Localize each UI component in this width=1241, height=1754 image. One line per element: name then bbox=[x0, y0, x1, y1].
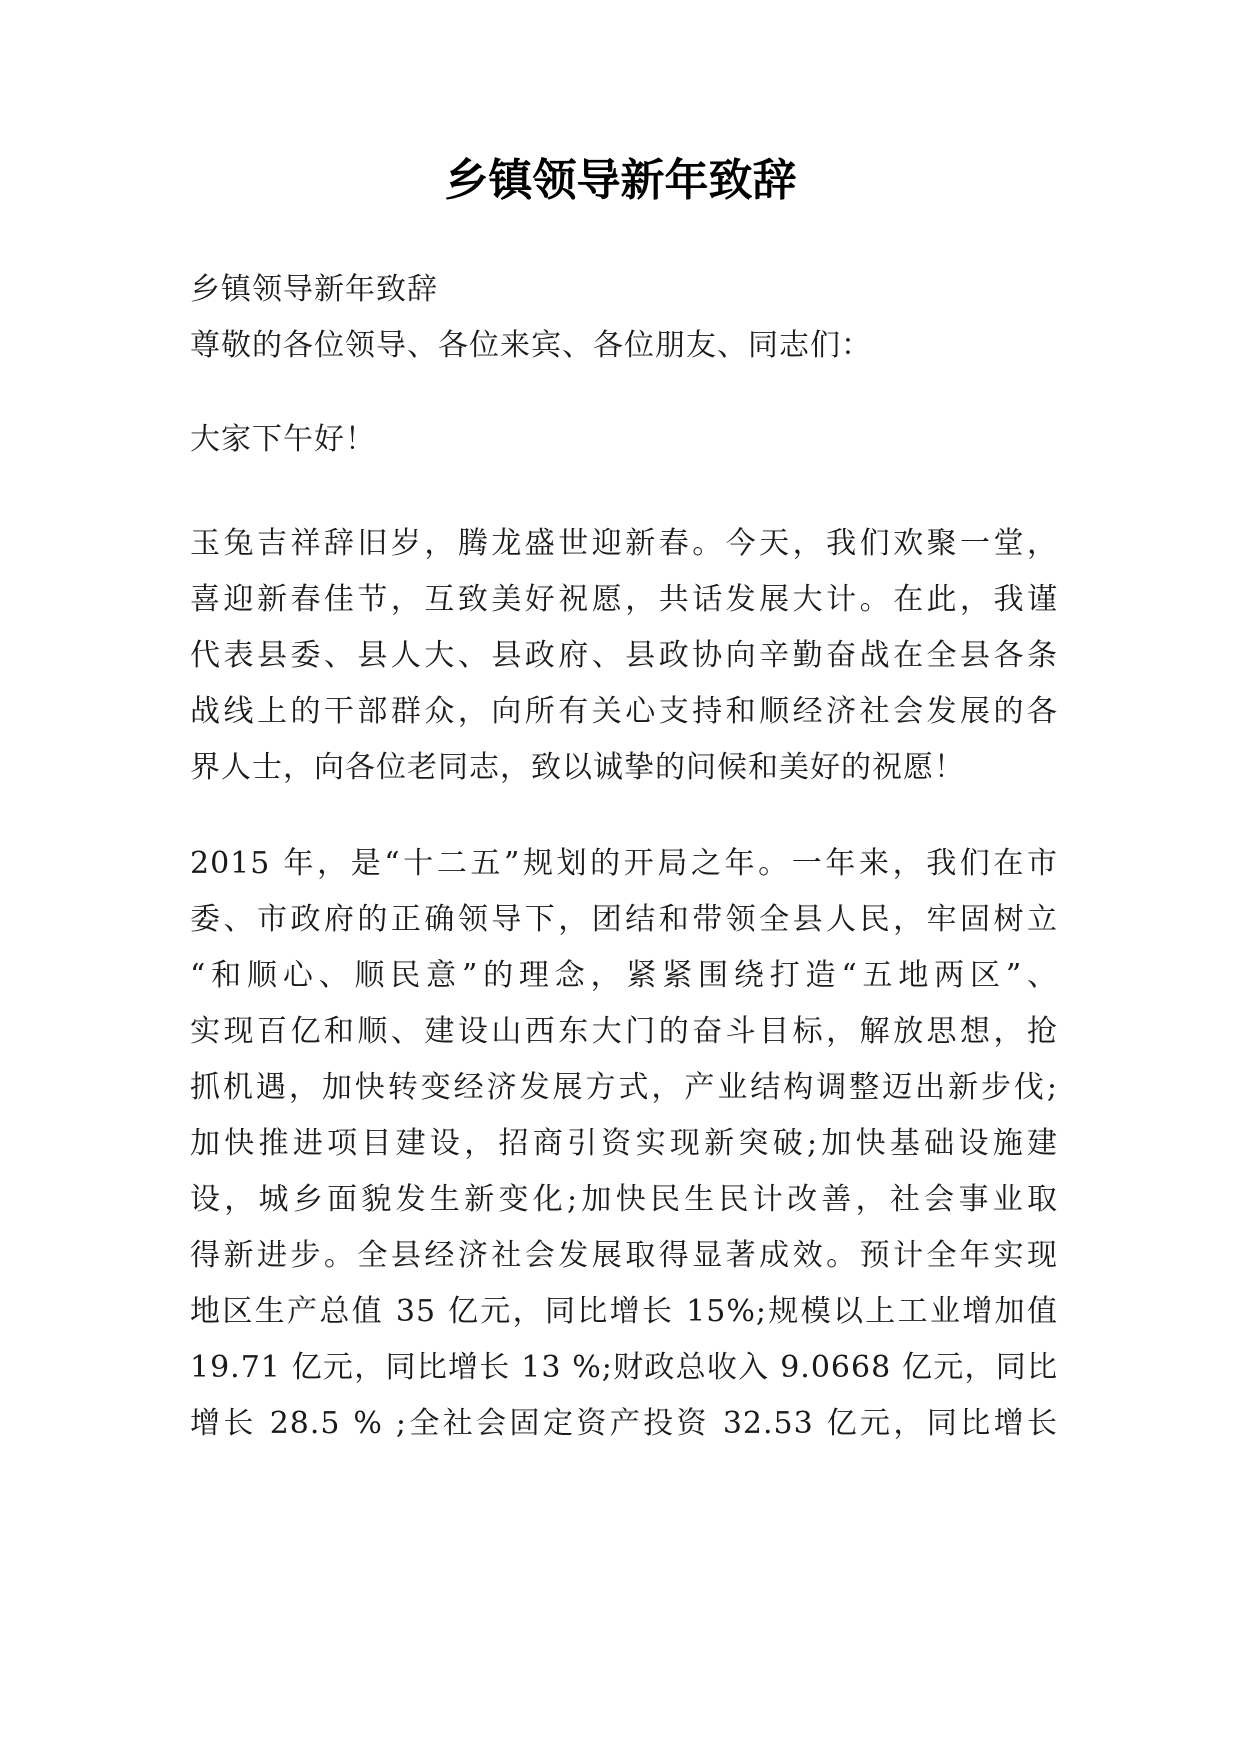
subtitle-line: 乡镇领导新年致辞 bbox=[190, 272, 438, 307]
greeting-line: 大家下午好！ bbox=[190, 422, 376, 457]
paragraph-line: 地区生产总值 35 亿元，同比增长 15%;规模以上工业增加值 bbox=[190, 1294, 1058, 1329]
salutation-line: 尊敬的各位领导、各位来宾、各位朋友、同志们： bbox=[190, 328, 872, 363]
paragraph-line: 抓机遇，加快转变经济发展方式，产业结构调整迈出新步伐; bbox=[190, 1070, 1058, 1105]
paragraph-line: 19.71 亿元，同比增长 13 %;财政总收入 9.0668 亿元，同比 bbox=[190, 1350, 1058, 1385]
paragraph-line: 2015 年，是“十二五”规划的开局之年。一年来，我们在市 bbox=[190, 846, 1058, 881]
paragraph-line: 加快推进项目建设，招商引资实现新突破;加快基础设施建 bbox=[190, 1126, 1058, 1161]
document-title: 乡镇领导新年致辞 bbox=[444, 155, 797, 206]
paragraph-line: 委、市政府的正确领导下，团结和带领全县人民，牢固树立 bbox=[190, 902, 1058, 937]
paragraph-line: 增长 28.5 % ;全社会固定资产投资 32.53 亿元，同比增长 bbox=[190, 1406, 1058, 1441]
paragraph-line: 玉兔吉祥辞旧岁，腾龙盛世迎新春。今天，我们欢聚一堂， bbox=[190, 526, 1058, 561]
paragraph-line: 实现百亿和顺、建设山西东大门的奋斗目标，解放思想，抢 bbox=[190, 1014, 1058, 1049]
paragraph-line: 战线上的干部群众，向所有关心支持和顺经济社会发展的各 bbox=[190, 694, 1058, 729]
paragraph-line: 代表县委、县人大、县政府、县政协向辛勤奋战在全县各条 bbox=[190, 638, 1058, 673]
paragraph-line: 界人士，向各位老同志，致以诚挚的问候和美好的祝愿！ bbox=[190, 750, 965, 785]
paragraph-line: “和顺心、顺民意”的理念，紧紧围绕打造“五地两区”、 bbox=[190, 958, 1058, 993]
paragraph-line: 得新进步。全县经济社会发展取得显著成效。预计全年实现 bbox=[190, 1238, 1058, 1273]
paragraph-line: 喜迎新春佳节，互致美好祝愿，共话发展大计。在此，我谨 bbox=[190, 582, 1058, 617]
paragraph-line: 设，城乡面貌发生新变化;加快民生民计改善，社会事业取 bbox=[190, 1182, 1058, 1217]
